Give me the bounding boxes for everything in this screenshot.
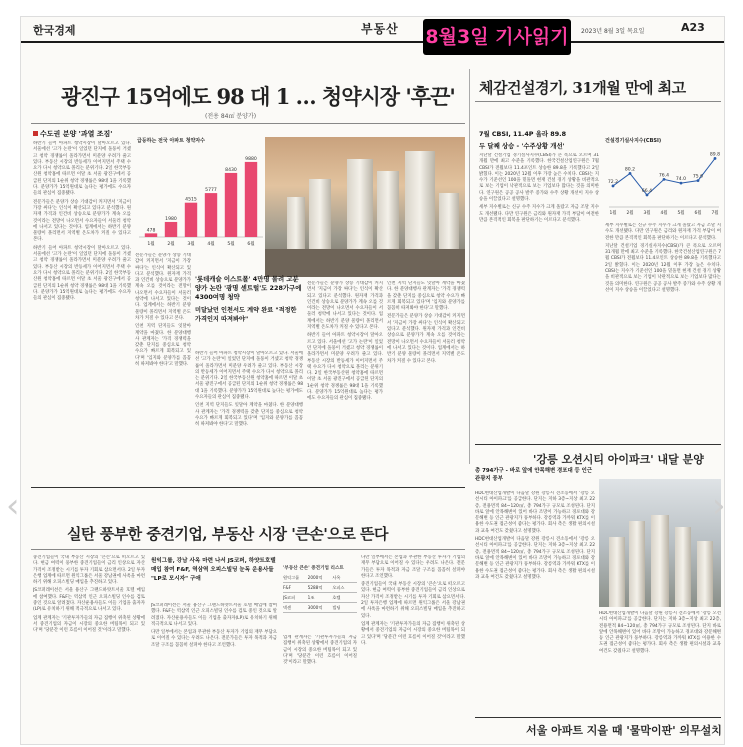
cbsi-subheading: 7월 CBSI, 11.4P 올라 89.8 bbox=[479, 130, 567, 138]
midsize-column-1 bbox=[33, 555, 145, 741]
lead-column-4 bbox=[307, 281, 383, 481]
table-cell: F&F bbox=[283, 585, 292, 590]
column-divider bbox=[469, 69, 470, 464]
bar-data-label: 4515 bbox=[185, 197, 197, 203]
lead-paragraph: 인천 지역 단지들도 잇달아 계약을 마쳤다. 한 분양대행사 관계자는 '가격 경쟁력을 갖춘 단지를 중심으로 청약 수요가 빠르게 회복되고 있다'며 '입지와 분양가를 꼼꼼히 따져봐야 한다'고 말했다. bbox=[387, 281, 465, 312]
table-cell: 넥센 bbox=[283, 604, 292, 610]
applicants-bar-chart bbox=[135, 137, 265, 249]
bar-chart-svg bbox=[135, 147, 265, 249]
line-tick-label: 3월 bbox=[643, 211, 651, 216]
bar bbox=[145, 233, 157, 237]
line-tick-label: 2월 bbox=[626, 211, 634, 216]
apartment-photo bbox=[265, 137, 465, 277]
bar bbox=[205, 193, 217, 237]
bar-tick-label: 2월 bbox=[167, 242, 175, 247]
midsize-paragraph: 다만 일부에서는 본업과 무관한 부동산 투자가 기업의 재무 부담으로 이어질 수 있다는 우려도 나온다. 전문가들은 투자 목적과 자금 조달 구조를 꼼꼼히 살펴야 한다고 조언했다. bbox=[361, 555, 465, 579]
gangneung-headline: '강릉 오션시티 아이파크' 내달 분양 bbox=[533, 453, 704, 466]
prev-page-arrow[interactable]: ‹ bbox=[6, 486, 20, 526]
lead-column-5 bbox=[387, 281, 465, 481]
bar bbox=[245, 162, 257, 237]
bar-tick-label: 1월 bbox=[147, 242, 155, 247]
lead-paragraph: 하반기 들어 아파트 청약시장이 달아오르고 있다. 서울에선 '고가 논란'이 일었던 단지에 돌풍이 거셌고 청약 경쟁률이 올라가면서 미분양 우려가 줄고 있다. 부동산 시장의 반등세가 이어지면서 주택 수요가 다시 청약으로 몰리는 분위기다. 2일 한국부동산원 청약홈에 따르면 이달 초 서울 광진구에서 공급된 단지의 1순위 청약 경쟁률은 98대 1을 기록했다. 분양가가 15억원대로 높다는 평가에도 수요자들의 관심이 집중됐다. bbox=[307, 333, 383, 402]
lead-paragraph: 전문가들은 분양가 상승 기대감이 커지면서 '지금이 가장 싸다'는 인식이 확산되고 있다고 분석했다. 원자재 가격과 인건비 상승으로 분양가가 계속 오를 것이라는 전망이 나오면서 수요자들이 서둘러 청약에 나서고 있다는 것이다. 업계에서는 하반기 분양 물량이 몰리면서 지역별 온도차가 커질 수 있다고 본다. bbox=[33, 199, 131, 243]
bar-data-label: 1980 bbox=[165, 216, 177, 222]
table-row bbox=[283, 603, 357, 613]
line-chart-svg bbox=[605, 145, 721, 217]
table-cell: 오피스 bbox=[332, 584, 345, 590]
publication-name: 한국경제 bbox=[33, 24, 76, 37]
masthead bbox=[21, 17, 724, 43]
bar-tick-label: 6월 bbox=[247, 242, 255, 247]
title-banner: 8월3일 기사읽기 bbox=[423, 19, 571, 55]
table-cell: JS코퍼 bbox=[283, 594, 295, 600]
bottom-head-rule bbox=[31, 549, 465, 550]
bar-tick-label: 4월 bbox=[207, 242, 215, 247]
next-page-arrow[interactable]: › bbox=[712, 486, 726, 526]
table-row bbox=[283, 573, 357, 583]
midsize-paragraph: 중견기업들이 국내 부동산 시장의 '큰손'으로 떠오르고 있다. 현금 여력이 풍부한 중견기업들이 금리 인상으로 자산 가격이 조정받는 시기를 투자 기회로 삼으면서다. 2일 투자은행 업계에 따르면 원익그룹은 서울 강남권에 사옥을 마련하기 위해 오피스빌딩 매입을 추진하고 있다. bbox=[33, 555, 145, 586]
section-name: 부동산 bbox=[361, 22, 399, 36]
table-row bbox=[283, 583, 357, 593]
bar bbox=[165, 222, 177, 237]
lead-paragraph: 인천 지역 단지들도 잇달아 계약을 마쳤다. 한 분양대행사 관계자는 '가격 경쟁력을 갖춘 단지를 중심으로 청약 수요가 빠르게 회복되고 있다'며 '입지와 분양가를 꼼꼼히 따져봐야 한다'고 말했다. bbox=[195, 403, 303, 428]
bar-data-label: 478 bbox=[146, 228, 156, 234]
line-point bbox=[680, 182, 683, 185]
bar-data-label: 9880 bbox=[245, 156, 257, 162]
line-tick-label: 7월 bbox=[711, 211, 719, 216]
bottom-rule bbox=[31, 487, 465, 488]
cbsi-paragraph: 세부 지수별로는 신규 수주 지수가 크게 올랐고 자금 조달 지수도 개선됐다. 다만 연구원은 금리와 원자재 가격 부담이 여전한 만큼 본격적인 회복을 판단하기는 이르다고 분석했다. bbox=[479, 205, 599, 223]
page-number: A23 bbox=[681, 21, 705, 34]
line-data-label: 75.6 bbox=[692, 174, 704, 180]
gangneung-paragraph: HDC현대산업개발이 다음달 강원 강릉시 견소동에서 '강릉 오션시티 아이파크'를 공급한다. 단지는 지하 3층~지상 최고 22층, 전용면적 84~120㎡, 총 794가구 규모로 조성된다. 단지 바로 앞에 안목해변이 있어 바다 조망이 가능하고 경포대와 강문해변 등 인근 관광지가 풍부하다. 강릉역과 가까워 KTX를 이용한 수도권 접근성이 좋다는 평가다. 회사 측은 생활 편의시설과 교육 여건도 갖췄다고 설명했다. bbox=[599, 611, 721, 654]
cbsi-column-2 bbox=[605, 223, 721, 443]
line-point bbox=[663, 178, 666, 181]
midsize-column-3 bbox=[283, 635, 357, 741]
midsize-subheading: 원익그룹, 강남 사옥 마련 나서 JS코퍼, 하얏트호텔 매입 참여 F&F, 역삼역 오피스빌딩 눈독 운용사들 "LP로 모시자" 구애 bbox=[151, 558, 276, 582]
line-point bbox=[697, 179, 700, 182]
table-cell: 호텔 bbox=[332, 594, 341, 600]
line-point bbox=[612, 185, 615, 188]
table-cell: 2000억 bbox=[307, 574, 323, 580]
bar-tick-label: 3월 bbox=[187, 242, 195, 247]
gangneung-subheading: 총 794가구 - 바로 앞에 안목해변 경포대 등 인근 관광지 풍부 bbox=[475, 468, 593, 482]
table-cell: 원익그룹 bbox=[283, 574, 300, 580]
line-data-label: 66.4 bbox=[641, 189, 653, 194]
table-title: '부동산 큰손' 중견기업 리스트 bbox=[283, 566, 344, 571]
lead-paragraph: 하반기 들어 아파트 청약시장이 달아오르고 있다. 서울에선 '고가 논란'이 일었던 단지에 돌풍이 거셌고 청약 경쟁률이 올라가면서 미분양 우려가 줄고 있다. 부동산 시장의 반등세가 이어지면서 주택 수요가 다시 청약으로 몰리는 분위기다. 2일 한국부동산원 청약홈에 따르면 이달 초 서울 광진구에서 공급된 단지의 1순위 청약 경쟁률은 98대 1을 기록했다. 분양가가 15억원대로 높다는 평가에도 수요자들의 관심이 집중됐다. bbox=[195, 351, 303, 401]
cbsi-subheading-2: 두 달째 상승 - '수주상황 개선' bbox=[479, 142, 565, 150]
building-shape bbox=[651, 515, 669, 607]
gangneung-paragraph: HDC현대산업개발이 다음달 강원 강릉시 견소동에서 '강릉 오션시티 아이파크'를 공급한다. 단지는 지하 3층~지상 최고 22층, 전용면적 84~120㎡, 총 794가구 규모로 조성된다. 단지 바로 앞에 안목해변이 있어 바다 조망이 가능하고 경포대와 강문해변 등 인근 관광지가 풍부하다. 강릉역과 가까워 KTX를 이용한 수도권 접근성이 좋다는 평가다. 회사 측은 생활 편의시설과 교육 여건도 갖췄다고 설명했다. bbox=[475, 491, 595, 534]
bar-chart-title: 급등하는 전국 아파트 청약자수 bbox=[137, 138, 206, 144]
newspaper-page bbox=[20, 16, 725, 745]
lead-rule bbox=[31, 123, 465, 124]
table-cell: 사옥 bbox=[332, 574, 341, 580]
inset-subtitle: 미달났던 인천서도 계약 완료 "적정한 가격인지 따져봐야" bbox=[195, 307, 297, 323]
bar bbox=[185, 203, 197, 237]
table-cell: 빌딩 bbox=[332, 604, 341, 610]
issue-date: 2023년 8월 3일 목요일 bbox=[581, 28, 645, 35]
bar-data-label: 8430 bbox=[225, 167, 237, 173]
building-shape bbox=[609, 537, 625, 607]
building-shape bbox=[629, 521, 645, 607]
midsize-column-4 bbox=[361, 555, 465, 741]
bigspender-table bbox=[283, 565, 357, 631]
midsize-paragraph: 업계 관계자는 '기관투자가들의 자금 집행이 위축된 상황에서 중견기업의 자금이 시장의 중요한 버팀목이 되고 있다'며 '당분간 이런 흐름이 이어질 것'이라고 말했다. bbox=[283, 635, 357, 666]
lead-paragraph: 전문가들은 분양가 상승 기대감이 커지면서 '지금이 가장 싸다'는 인식이 확산되고 있다고 분석했다. 원자재 가격과 인건비 상승으로 분양가가 계속 오를 것이라는 전망이 나오면서 수요자들이 서둘러 청약에 나서고 있다는 것이다. 업계에서는 하반기 분양 물량이 몰리면서 지역별 온도차가 커질 수 있다고 본다. bbox=[135, 253, 191, 321]
cbsi-paragraph: 세부 지수별로는 신규 수주 지수가 크게 올랐고 자금 조달 지수도 개선됐다. 다만 연구원은 금리와 원자재 가격 부담이 여전한 만큼 본격적인 회복을 판단하기는 이르다고 분석했다. bbox=[605, 223, 721, 241]
table-cell: 1조 bbox=[307, 594, 315, 600]
table-row bbox=[283, 593, 357, 603]
line-tick-label: 6월 bbox=[694, 211, 702, 216]
lead-column-3 bbox=[195, 351, 303, 481]
lead-paragraph: 전문가들은 분양가 상승 기대감이 커지면서 '지금이 가장 싸다'는 인식이 확산되고 있다고 분석했다. 원자재 가격과 인건비 상승으로 분양가가 계속 오를 것이라는 전망이 나오면서 수요자들이 서둘러 청약에 나서고 있다는 것이다. 업계에서는 하반기 분양 물량이 몰리면서 지역별 온도차가 커질 수 있다고 본다. bbox=[307, 281, 383, 331]
lead-paragraph: 하반기 들어 아파트 청약시장이 달아오르고 있다. 서울에선 '고가 논란'이 일었던 단지에 돌풍이 거셌고 청약 경쟁률이 올라가면서 미분양 우려가 줄고 있다. 부동산 시장의 반등세가 이어지면서 주택 수요가 다시 청약으로 몰리는 분위기다. 2일 한국부동산원 청약홈에 따르면 이달 초 서울 광진구에서 공급된 단지의 1순위 청약 경쟁률은 98대 1을 기록했다. 분양가가 15억원대로 높다는 평가에도 수요자들의 관심이 집중됐다. bbox=[33, 245, 131, 302]
lead-paragraph: 전문가들은 분양가 상승 기대감이 커지면서 '지금이 가장 싸다'는 인식이 확산되고 있다고 분석했다. 원자재 가격과 인건비 상승으로 분양가가 계속 오를 것이라는 전망이 나오면서 수요자들이 서둘러 청약에 나서고 있다는 것이다. 업계에서는 하반기 분양 물량이 몰리면서 지역별 온도차가 커질 수 있다고 본다. bbox=[387, 314, 465, 364]
building-shape bbox=[675, 527, 691, 607]
cbsi-paragraph: 지난달 건설기업 경기실사지수(CBSI)가 큰 폭으로 오르며 31개월 만에 최고 수준을 기록했다. 한국건설산업연구원은 7월 CBSI가 전월보다 11.4포인트 상승한 89.8을 기록했다고 2일 밝혔다. 이는 2020년 12월 이후 가장 높은 수치다. CBSI는 지수가 기준선인 100을 밑돌면 현재 건설 경기 상황을 비관적으로 보는 기업이 낙관적으로 보는 기업보다 많다는 것을 의미한다. 연구원은 공공 공사 발주 증가와 수주 상황 개선이 지수 상승을 이끌었다고 설명했다. bbox=[605, 243, 721, 293]
midsize-paragraph: JS코퍼레이션은 서울 용산구 그랜드하얏트서울 호텔 매입에 참여했다. F&F는 역삼역 인근 오피스빌딩 인수를 검토 중인 것으로 알려졌다. 자산운용사들도 이들 기업을 출자자(LP)로 유치하기 위해 적극적으로 나서고 있다. bbox=[151, 603, 277, 627]
lead-column-1 bbox=[33, 141, 131, 481]
line-data-label: 89.8 bbox=[709, 152, 721, 158]
table-cell: 5288억 bbox=[307, 584, 323, 590]
line-point bbox=[646, 194, 649, 197]
lead-subheading: 수도권 분양 '과열 조짐' bbox=[33, 129, 112, 139]
gangneung-column-1 bbox=[475, 491, 595, 715]
table-cell: 3000억 bbox=[307, 604, 323, 610]
midsize-paragraph: 업계 관계자는 '기관투자가들의 자금 집행이 위축된 상황에서 중견기업의 자금이 시장의 중요한 버팀목이 되고 있다'며 '당분간 이런 흐름이 이어질 것'이라고 말했다. bbox=[361, 621, 465, 646]
lead-subheads bbox=[195, 275, 303, 345]
line-data-label: 76.4 bbox=[658, 173, 670, 179]
lead-paragraph: 하반기 들어 아파트 청약시장이 달아오르고 있다. 서울에선 '고가 논란'이 일었던 단지에 돌풍이 거셌고 청약 경쟁률이 올라가면서 미분양 우려가 줄고 있다. 부동산 시장의 반등세가 이어지면서 주택 수요가 다시 청약으로 몰리는 분위기다. 2일 한국부동산원 청약홈에 따르면 이달 초 서울 광진구에서 공급된 단지의 1순위 청약 경쟁률은 98대 1을 기록했다. 분양가가 15억원대로 높다는 평가에도 수요자들의 관심이 집중됐다. bbox=[33, 141, 131, 197]
midsize-column-2 bbox=[151, 603, 277, 741]
line-point bbox=[714, 157, 717, 160]
line-chart-title: 건설경기실사지수(CBSI) bbox=[605, 138, 662, 144]
gangneung-rendering bbox=[599, 479, 721, 607]
lead-headline: 광진구 15억에도 98 대 1 … 청약시장 '후끈' bbox=[61, 84, 455, 109]
line-point bbox=[629, 172, 632, 175]
right-bottom-rule bbox=[475, 717, 721, 718]
bar bbox=[225, 173, 237, 237]
line-data-label: 80.2 bbox=[624, 167, 636, 173]
line-tick-label: 1월 bbox=[609, 211, 617, 216]
foreground-shape bbox=[265, 249, 465, 277]
midsize-headline: 실탄 풍부한 중견기업, 부동산 시장 '큰손'으로 뜬다 bbox=[67, 525, 389, 543]
midsize-paragraph: 중견기업들이 국내 부동산 시장의 '큰손'으로 떠오르고 있다. 현금 여력이 풍부한 중견기업들이 금리 인상으로 자산 가격이 조정받는 시기를 투자 기회로 삼으면서다. 2일 투자은행 업계에 따르면 원익그룹은 서울 강남권에 사옥을 마련하기 위해 오피스빌딩 매입을 추진하고 있다. bbox=[361, 582, 465, 619]
line-data-label: 74.0 bbox=[675, 177, 687, 183]
cbsi-paragraph: 지난달 건설기업 경기실사지수(CBSI)가 큰 폭으로 오르며 31개월 만에 최고 수준을 기록했다. 한국건설산업연구원은 7월 CBSI가 전월보다 11.4포인트 상승한 89.8을 기록했다고 2일 밝혔다. 이는 2020년 12월 이후 가장 높은 수치다. CBSI는 지수가 기준선인 100을 밑돌면 현재 건설 경기 상황을 비관적으로 보는 기업이 낙관적으로 보는 기업보다 많다는 것을 의미한다. 연구원은 공공 공사 발주 증가와 수주 상황 개선이 지수 상승을 이끌었다고 설명했다. bbox=[479, 153, 599, 203]
lead-column-2 bbox=[135, 253, 191, 481]
bar-data-label: 5777 bbox=[205, 188, 217, 194]
inset-title: '롯데캐슬 이스트폴' 4만명 몰려 고분양가 논란 '광명 센트럴'도 228가구에 4300여명 청약 bbox=[195, 275, 302, 301]
right-mid-rule bbox=[475, 444, 721, 445]
right-rule bbox=[475, 101, 721, 102]
building-shape bbox=[697, 541, 713, 607]
cbsi-column-1 bbox=[479, 153, 599, 443]
cbsi-line-chart bbox=[605, 137, 721, 219]
line-tick-label: 5월 bbox=[677, 211, 685, 216]
lead-paragraph: 인천 지역 단지들도 잇달아 계약을 마쳤다. 한 분양대행사 관계자는 '가격 경쟁력을 갖춘 단지를 중심으로 청약 수요가 빠르게 회복되고 있다'며 '입지와 분양가를 꼼꼼히 따져봐야 한다'고 말했다. bbox=[135, 324, 191, 368]
waterproof-headline: 서울 아파트 지을 때 '물막이판' 의무설치 bbox=[526, 724, 722, 737]
midsize-paragraph: 업계 관계자는 '기관투자가들의 자금 집행이 위축된 상황에서 중견기업의 자금이 시장의 중요한 버팀목이 되고 있다'며 '당분간 이런 흐름이 이어질 것'이라고 말했다. bbox=[33, 615, 145, 634]
line-data-label: 72.2 bbox=[607, 179, 619, 185]
gangneung-column-2 bbox=[599, 611, 721, 715]
gangneung-paragraph: HDC현대산업개발이 다음달 강원 강릉시 견소동에서 '강릉 오션시티 아이파크'를 공급한다. 단지는 지하 3층~지상 최고 22층, 전용면적 84~120㎡, 총 794가구 규모로 조성된다. 단지 바로 앞에 안목해변이 있어 바다 조망이 가능하고 경포대와 강문해변 등 인근 관광지가 풍부하다. 강릉역과 가까워 KTX를 이용한 수도권 접근성이 좋다는 평가다. 회사 측은 생활 편의시설과 교육 여건도 갖췄다고 설명했다. bbox=[475, 537, 595, 580]
lead-subtitle: (전용 84㎡ 분양가) bbox=[205, 113, 257, 120]
midsize-paragraph: JS코퍼레이션은 서울 용산구 그랜드하얏트서울 호텔 매입에 참여했다. F&F는 역삼역 인근 오피스빌딩 인수를 검토 중인 것으로 알려졌다. 자산운용사들도 이들 기업을 출자자(LP)로 유치하기 위해 적극적으로 나서고 있다. bbox=[33, 588, 145, 613]
cbsi-headline: 체감건설경기, 31개월 만에 최고 bbox=[479, 79, 686, 97]
midsize-paragraph: 다만 일부에서는 본업과 무관한 부동산 투자가 기업의 재무 부담으로 이어질 수 있다는 우려도 나온다. 전문가들은 투자 목적과 자금 조달 구조를 꼼꼼히 살펴야 한다고 조언했다. bbox=[151, 630, 277, 648]
bar-tick-label: 5월 bbox=[227, 242, 235, 247]
line-tick-label: 4월 bbox=[660, 211, 668, 216]
